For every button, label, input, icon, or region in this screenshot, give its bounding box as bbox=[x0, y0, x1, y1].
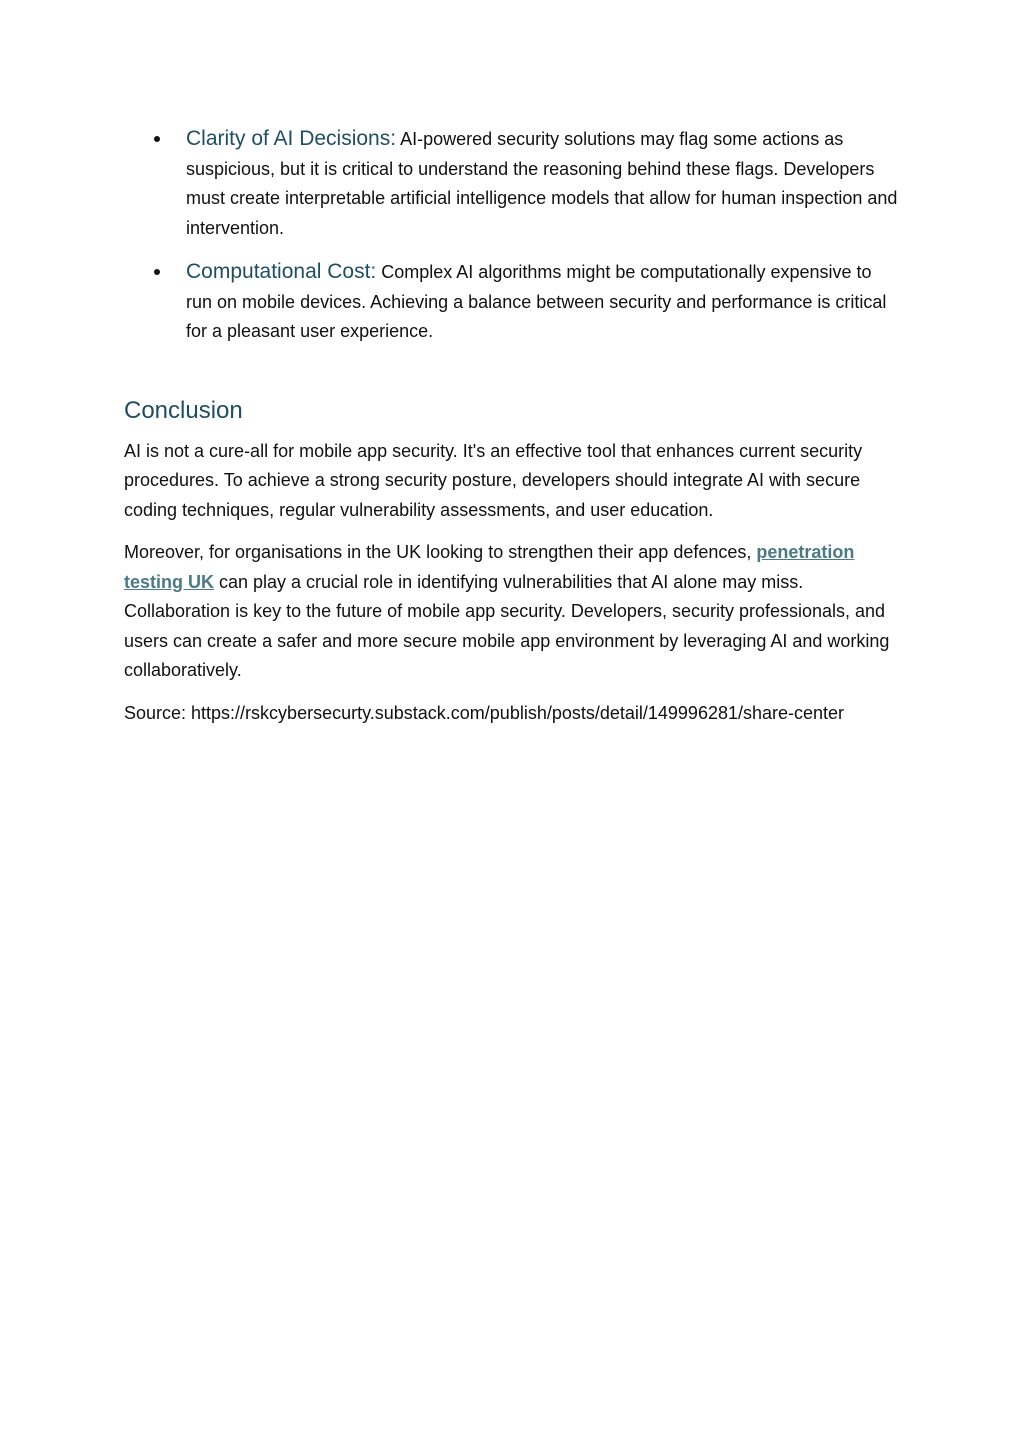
challenges-list bbox=[124, 124, 900, 347]
bullet-icon bbox=[154, 136, 160, 142]
conclusion-paragraph-1: AI is not a cure-all for mobile app security. It's an effective tool that enhances current security procedures. To achieve a strong security posture, developers should integrate AI with secure coding techniques, regular vulnerability assessments, and user education. bbox=[124, 440, 863, 520]
paragraph-rest: can play a crucial role in identifying vulnerabilities that AI alone may miss. Collaboration is key to the future of mobile app security. Developers, security professionals, and users can create a safer and more secure mobile app environment by leveraging AI and working collaboratively. bbox=[124, 571, 890, 680]
bullet-text: Complex AI algorithms might be computationally expensive to run on mobile devices. Achieving a balance between security and performance is critical for a pleasant user experience. bbox=[186, 262, 887, 341]
bullet-heading: Clarity of AI Decisions: bbox=[186, 127, 397, 150]
list-item bbox=[124, 124, 900, 243]
bullet-heading: Computational Cost: bbox=[186, 260, 377, 283]
source-line: Source: https://rskcybersecurty.substack.com/publish/posts/detail/149996281/share-center bbox=[124, 702, 845, 723]
document-page bbox=[124, 124, 900, 741]
bullet-icon bbox=[154, 269, 160, 275]
penetration-testing-link[interactable]: penetration testing UK bbox=[124, 542, 855, 592]
list-item bbox=[124, 257, 900, 347]
conclusion-paragraph-2 bbox=[124, 538, 900, 686]
conclusion-heading: Conclusion bbox=[124, 396, 243, 424]
bullet-text: AI-powered security solutions may flag some actions as suspicious, but it is critical to understand the reasoning behind these flags. Developers must create interpretable artificial intelligence models that allow for human inspection and intervention. bbox=[186, 129, 898, 238]
paragraph-intro: Moreover, for organisations in the UK looking to strengthen their app defences, bbox=[124, 542, 757, 562]
